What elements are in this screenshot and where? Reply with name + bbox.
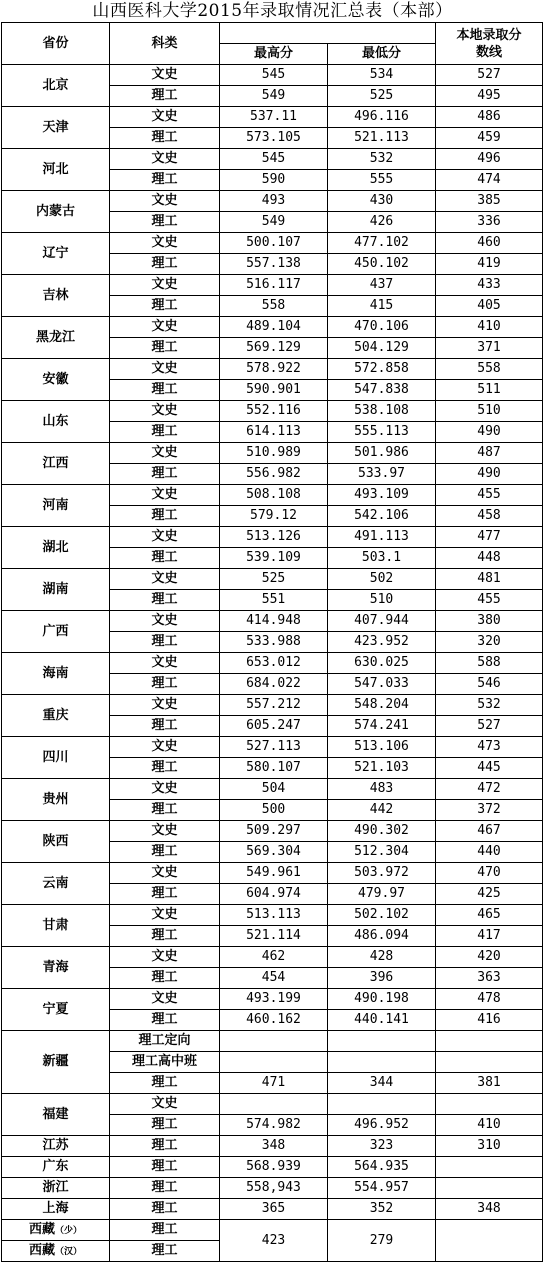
subject-cell: 理工 xyxy=(110,1220,220,1241)
line-score-cell: 420 xyxy=(436,947,543,968)
min-score-cell: 547.033 xyxy=(328,674,436,695)
subject-cell: 文史 xyxy=(110,317,220,338)
min-score-cell: 496.116 xyxy=(328,107,436,128)
subject-cell: 理工 xyxy=(110,884,220,905)
table-row xyxy=(2,317,543,338)
province-name: 内蒙古 xyxy=(2,191,110,233)
line-score-cell: 372 xyxy=(436,800,543,821)
subject-cell: 理工 xyxy=(110,1073,220,1094)
line-score-cell: 440 xyxy=(436,842,543,863)
table-row xyxy=(2,695,543,716)
min-score-cell xyxy=(328,1052,436,1073)
subject-cell: 文史 xyxy=(110,149,220,170)
max-score-cell: 537.11 xyxy=(220,107,328,128)
line-score-cell: 348 xyxy=(436,1199,543,1220)
subject-cell: 理工 xyxy=(110,1136,220,1157)
min-score-cell: 501.986 xyxy=(328,443,436,464)
province-name: 福建 xyxy=(2,1094,110,1136)
province-name: 陕西 xyxy=(2,821,110,863)
min-score-cell: 490.198 xyxy=(328,989,436,1010)
line-score-cell: 460 xyxy=(436,233,543,254)
line-score-cell: 546 xyxy=(436,674,543,695)
subject-cell: 理工 xyxy=(110,506,220,527)
max-score-cell: 489.104 xyxy=(220,317,328,338)
province-name: 河南 xyxy=(2,485,110,527)
max-score-cell: 551 xyxy=(220,590,328,611)
table-row xyxy=(2,863,543,884)
min-score-cell: 496.952 xyxy=(328,1115,436,1136)
subject-cell: 文史 xyxy=(110,905,220,926)
province-name: 甘肃 xyxy=(2,905,110,947)
province-name: 黑龙江 xyxy=(2,317,110,359)
subject-cell: 理工 xyxy=(110,170,220,191)
table-row xyxy=(2,905,543,926)
min-score-cell: 491.113 xyxy=(328,527,436,548)
max-score-cell xyxy=(220,1031,328,1052)
subject-cell: 理工 xyxy=(110,1199,220,1220)
max-score-cell: 545 xyxy=(220,149,328,170)
subject-cell: 文史 xyxy=(110,863,220,884)
line-score-cell: 473 xyxy=(436,737,543,758)
subject-cell: 理工 xyxy=(110,926,220,947)
max-score-cell: 590 xyxy=(220,170,328,191)
min-score-cell: 450.102 xyxy=(328,254,436,275)
min-score-cell: 555 xyxy=(328,170,436,191)
max-score-cell: 552.116 xyxy=(220,401,328,422)
subject-cell: 理工 xyxy=(110,590,220,611)
subject-cell: 理工 xyxy=(110,464,220,485)
line-score-cell: 445 xyxy=(436,758,543,779)
subject-cell: 理工 xyxy=(110,1157,220,1178)
province-name: 江苏 xyxy=(2,1136,110,1157)
line-score-cell xyxy=(436,1220,543,1262)
subject-cell: 文史 xyxy=(110,653,220,674)
province-name: 河北 xyxy=(2,149,110,191)
subject-cell: 理工 xyxy=(110,674,220,695)
line-score-cell: 496 xyxy=(436,149,543,170)
table-row xyxy=(2,23,543,44)
line-score-cell: 455 xyxy=(436,485,543,506)
province-note: （少） xyxy=(55,1225,83,1236)
min-score-cell: 521.103 xyxy=(328,758,436,779)
line-score-cell: 495 xyxy=(436,86,543,107)
line-score-cell: 558 xyxy=(436,359,543,380)
min-score-cell: 415 xyxy=(328,296,436,317)
province-name: 新疆 xyxy=(2,1031,110,1094)
subject-cell: 理工 xyxy=(110,254,220,275)
line-score-cell: 490 xyxy=(436,422,543,443)
max-score-cell: 556.982 xyxy=(220,464,328,485)
province-name: 重庆 xyxy=(2,695,110,737)
province-name xyxy=(2,1241,110,1262)
min-score-cell: 532 xyxy=(328,149,436,170)
min-score-cell: 477.102 xyxy=(328,233,436,254)
subject-cell: 理工 xyxy=(110,128,220,149)
subject-cell: 理工定向 xyxy=(110,1031,220,1052)
max-score-cell: 510.989 xyxy=(220,443,328,464)
min-score-cell: 344 xyxy=(328,1073,436,1094)
table-row xyxy=(2,401,543,422)
line-score-cell: 419 xyxy=(436,254,543,275)
max-score-cell: 508.108 xyxy=(220,485,328,506)
line-score-cell xyxy=(436,1157,543,1178)
min-score-cell: 538.108 xyxy=(328,401,436,422)
line-score-cell: 588 xyxy=(436,653,543,674)
subject-cell: 文史 xyxy=(110,443,220,464)
min-score-cell: 483 xyxy=(328,779,436,800)
min-score-cell xyxy=(328,1094,436,1115)
province-name: 天津 xyxy=(2,107,110,149)
min-score-cell: 521.113 xyxy=(328,128,436,149)
max-score-cell: 525 xyxy=(220,569,328,590)
table-row xyxy=(2,1094,543,1115)
line-score-cell: 425 xyxy=(436,884,543,905)
table-row xyxy=(2,443,543,464)
province-name: 广东 xyxy=(2,1157,110,1178)
min-score-cell: 490.302 xyxy=(328,821,436,842)
subject-cell: 理工 xyxy=(110,1178,220,1199)
max-score-cell: 549.961 xyxy=(220,863,328,884)
line-score-cell: 405 xyxy=(436,296,543,317)
max-score-cell: 557.212 xyxy=(220,695,328,716)
table-row xyxy=(2,989,543,1010)
line-score-cell xyxy=(436,1031,543,1052)
min-score-cell: 512.304 xyxy=(328,842,436,863)
table-row xyxy=(2,65,543,86)
line-score-cell: 478 xyxy=(436,989,543,1010)
line-score-cell: 477 xyxy=(436,527,543,548)
max-score-cell: 545 xyxy=(220,65,328,86)
max-score-cell: 500 xyxy=(220,800,328,821)
table-row xyxy=(2,1199,543,1220)
table-row xyxy=(2,275,543,296)
min-score-cell: 554.957 xyxy=(328,1178,436,1199)
line-score-cell: 336 xyxy=(436,212,543,233)
min-score-cell: 564.935 xyxy=(328,1157,436,1178)
header-province: 省份 xyxy=(2,23,110,65)
line-score-cell: 458 xyxy=(436,506,543,527)
table-row xyxy=(2,947,543,968)
min-score-cell: 352 xyxy=(328,1199,436,1220)
line-score-cell: 467 xyxy=(436,821,543,842)
line-score-cell: 410 xyxy=(436,317,543,338)
province-name: 四川 xyxy=(2,737,110,779)
subject-cell: 理工 xyxy=(110,968,220,989)
subject-cell: 文史 xyxy=(110,569,220,590)
subject-cell: 文史 xyxy=(110,695,220,716)
line-score-cell: 363 xyxy=(436,968,543,989)
max-score-cell: 578.922 xyxy=(220,359,328,380)
min-score-cell: 534 xyxy=(328,65,436,86)
subject-cell: 理工 xyxy=(110,548,220,569)
max-score-cell: 513.126 xyxy=(220,527,328,548)
min-score-cell: 555.113 xyxy=(328,422,436,443)
line-score-cell: 320 xyxy=(436,632,543,653)
subject-cell: 文史 xyxy=(110,611,220,632)
line-score-cell xyxy=(436,1178,543,1199)
min-score-cell: 630.025 xyxy=(328,653,436,674)
province-name: 上海 xyxy=(2,1199,110,1220)
subject-cell: 理工 xyxy=(110,1241,220,1262)
province-name: 山东 xyxy=(2,401,110,443)
min-score-cell: 423.952 xyxy=(328,632,436,653)
line-score-cell: 472 xyxy=(436,779,543,800)
min-score-cell: 323 xyxy=(328,1136,436,1157)
province-name-text: 西藏 xyxy=(28,1242,55,1258)
min-score-cell: 542.106 xyxy=(328,506,436,527)
subject-cell: 理工高中班 xyxy=(110,1052,220,1073)
header-blank xyxy=(220,23,436,44)
subject-cell: 文史 xyxy=(110,485,220,506)
table-row xyxy=(2,1136,543,1157)
line-score-cell: 465 xyxy=(436,905,543,926)
table-row xyxy=(2,611,543,632)
line-score-cell: 490 xyxy=(436,464,543,485)
subject-cell: 文史 xyxy=(110,401,220,422)
max-score-cell: 568.939 xyxy=(220,1157,328,1178)
province-name: 北京 xyxy=(2,65,110,107)
min-score-cell xyxy=(328,1031,436,1052)
min-score-cell: 548.204 xyxy=(328,695,436,716)
max-score-cell: 580.107 xyxy=(220,758,328,779)
table-row xyxy=(2,821,543,842)
max-score-cell: 604.974 xyxy=(220,884,328,905)
province-name: 云南 xyxy=(2,863,110,905)
province-name: 辽宁 xyxy=(2,233,110,275)
min-score-cell: 430 xyxy=(328,191,436,212)
max-score-cell: 493.199 xyxy=(220,989,328,1010)
province-name: 贵州 xyxy=(2,779,110,821)
min-score-cell: 574.241 xyxy=(328,716,436,737)
min-score-cell: 503.972 xyxy=(328,863,436,884)
line-score-cell xyxy=(436,1094,543,1115)
min-score-cell: 572.858 xyxy=(328,359,436,380)
table-row xyxy=(2,1031,543,1052)
min-score-cell: 442 xyxy=(328,800,436,821)
table-row xyxy=(2,737,543,758)
subject-cell: 文史 xyxy=(110,359,220,380)
max-score-cell: 558,943 xyxy=(220,1178,328,1199)
subject-cell: 理工 xyxy=(110,338,220,359)
province-name: 安徽 xyxy=(2,359,110,401)
table-row xyxy=(2,233,543,254)
max-score-cell: 493 xyxy=(220,191,328,212)
subject-cell: 理工 xyxy=(110,86,220,107)
max-score-cell xyxy=(220,1094,328,1115)
province-name: 广西 xyxy=(2,611,110,653)
line-score-cell: 487 xyxy=(436,443,543,464)
min-score-cell: 493.109 xyxy=(328,485,436,506)
province-name: 浙江 xyxy=(2,1178,110,1199)
province-name: 海南 xyxy=(2,653,110,695)
line-score-cell: 455 xyxy=(436,590,543,611)
subject-cell: 文史 xyxy=(110,989,220,1010)
line-score-cell: 511 xyxy=(436,380,543,401)
subject-cell: 理工 xyxy=(110,296,220,317)
line-score-cell: 371 xyxy=(436,338,543,359)
min-score-cell: 428 xyxy=(328,947,436,968)
line-score-cell: 470 xyxy=(436,863,543,884)
header-max: 最高分 xyxy=(220,44,328,65)
max-score-cell: 557.138 xyxy=(220,254,328,275)
max-score-cell: 614.113 xyxy=(220,422,328,443)
max-score-cell: 569.129 xyxy=(220,338,328,359)
min-score-cell: 502.102 xyxy=(328,905,436,926)
subject-cell: 理工 xyxy=(110,800,220,821)
subject-cell: 文史 xyxy=(110,737,220,758)
line-score-cell: 381 xyxy=(436,1073,543,1094)
max-score-cell: 471 xyxy=(220,1073,328,1094)
max-score-cell xyxy=(220,1052,328,1073)
min-score-cell: 407.944 xyxy=(328,611,436,632)
min-score-cell: 470.106 xyxy=(328,317,436,338)
max-score-cell: 348 xyxy=(220,1136,328,1157)
max-score-cell: 605.247 xyxy=(220,716,328,737)
subject-cell: 理工 xyxy=(110,422,220,443)
province-name: 江西 xyxy=(2,443,110,485)
min-score-cell: 513.106 xyxy=(328,737,436,758)
subject-cell: 理工 xyxy=(110,758,220,779)
table-row xyxy=(2,779,543,800)
province-name: 青海 xyxy=(2,947,110,989)
max-score-cell: 574.982 xyxy=(220,1115,328,1136)
table-row xyxy=(2,1178,543,1199)
line-score-cell: 532 xyxy=(436,695,543,716)
table-row xyxy=(2,149,543,170)
subject-cell: 文史 xyxy=(110,191,220,212)
min-score-cell: 547.838 xyxy=(328,380,436,401)
table-row xyxy=(2,485,543,506)
subject-cell: 理工 xyxy=(110,632,220,653)
subject-cell: 理工 xyxy=(110,1115,220,1136)
province-name xyxy=(2,1220,110,1241)
admission-table xyxy=(1,22,543,1262)
line-score-cell: 433 xyxy=(436,275,543,296)
line-score-cell: 527 xyxy=(436,716,543,737)
province-name: 湖南 xyxy=(2,569,110,611)
max-score-cell: 533.988 xyxy=(220,632,328,653)
line-score-cell: 417 xyxy=(436,926,543,947)
table-row xyxy=(2,1220,543,1241)
min-score-cell: 437 xyxy=(328,275,436,296)
max-score-cell: 460.162 xyxy=(220,1010,328,1031)
subject-cell: 理工 xyxy=(110,212,220,233)
line-score-cell: 410 xyxy=(436,1115,543,1136)
subject-cell: 理工 xyxy=(110,1010,220,1031)
subject-cell: 文史 xyxy=(110,1094,220,1115)
subject-cell: 文史 xyxy=(110,947,220,968)
line-score-cell: 385 xyxy=(436,191,543,212)
max-score-cell: 462 xyxy=(220,947,328,968)
min-score-cell: 426 xyxy=(328,212,436,233)
line-score-cell: 486 xyxy=(436,107,543,128)
table-row xyxy=(2,527,543,548)
max-score-cell: 365 xyxy=(220,1199,328,1220)
table-row xyxy=(2,1157,543,1178)
max-score-cell: 653.012 xyxy=(220,653,328,674)
table-row xyxy=(2,653,543,674)
min-score-cell: 502 xyxy=(328,569,436,590)
min-score-cell: 486.094 xyxy=(328,926,436,947)
max-score-cell: 539.109 xyxy=(220,548,328,569)
min-score-cell: 279 xyxy=(328,1220,436,1262)
subject-cell: 文史 xyxy=(110,233,220,254)
line-score-cell: 474 xyxy=(436,170,543,191)
line-score-cell: 380 xyxy=(436,611,543,632)
province-name-text: 西藏 xyxy=(28,1221,55,1237)
line-score-cell: 459 xyxy=(436,128,543,149)
min-score-cell: 525 xyxy=(328,86,436,107)
province-name: 吉林 xyxy=(2,275,110,317)
header-min: 最低分 xyxy=(328,44,436,65)
max-score-cell: 569.304 xyxy=(220,842,328,863)
subject-cell: 理工 xyxy=(110,716,220,737)
max-score-cell: 684.022 xyxy=(220,674,328,695)
max-score-cell: 509.297 xyxy=(220,821,328,842)
province-note: （汉） xyxy=(55,1246,83,1257)
max-score-cell: 500.107 xyxy=(220,233,328,254)
max-score-cell: 579.12 xyxy=(220,506,328,527)
line-score-cell xyxy=(436,1052,543,1073)
subject-cell: 文史 xyxy=(110,527,220,548)
max-score-cell: 590.901 xyxy=(220,380,328,401)
province-name: 宁夏 xyxy=(2,989,110,1031)
sheet-title: 山西医科大学2015年录取情况汇总表（本部） xyxy=(92,1,453,21)
min-score-cell: 396 xyxy=(328,968,436,989)
max-score-cell: 521.114 xyxy=(220,926,328,947)
max-score-cell: 516.117 xyxy=(220,275,328,296)
min-score-cell: 510 xyxy=(328,590,436,611)
header-subject: 科类 xyxy=(110,23,220,65)
max-score-cell: 423 xyxy=(220,1220,328,1262)
subject-cell: 理工 xyxy=(110,380,220,401)
subject-cell: 文史 xyxy=(110,107,220,128)
max-score-cell: 558 xyxy=(220,296,328,317)
line-score-cell: 510 xyxy=(436,401,543,422)
line-score-cell: 527 xyxy=(436,65,543,86)
line-score-cell: 310 xyxy=(436,1136,543,1157)
min-score-cell: 533.97 xyxy=(328,464,436,485)
max-score-cell: 573.105 xyxy=(220,128,328,149)
max-score-cell: 454 xyxy=(220,968,328,989)
subject-cell: 文史 xyxy=(110,821,220,842)
subject-cell: 文史 xyxy=(110,65,220,86)
min-score-cell: 503.1 xyxy=(328,548,436,569)
min-score-cell: 504.129 xyxy=(328,338,436,359)
subject-cell: 文史 xyxy=(110,779,220,800)
table-row xyxy=(2,191,543,212)
line-score-cell: 416 xyxy=(436,1010,543,1031)
line-score-cell: 448 xyxy=(436,548,543,569)
min-score-cell: 440.141 xyxy=(328,1010,436,1031)
max-score-cell: 513.113 xyxy=(220,905,328,926)
province-name: 湖北 xyxy=(2,527,110,569)
min-score-cell: 479.97 xyxy=(328,884,436,905)
table-row xyxy=(2,107,543,128)
header-line: 本地录取分数线 xyxy=(436,23,543,65)
table-row xyxy=(2,359,543,380)
line-score-cell: 481 xyxy=(436,569,543,590)
max-score-cell: 549 xyxy=(220,212,328,233)
subject-cell: 理工 xyxy=(110,842,220,863)
table-row xyxy=(2,569,543,590)
max-score-cell: 549 xyxy=(220,86,328,107)
max-score-cell: 504 xyxy=(220,779,328,800)
max-score-cell: 527.113 xyxy=(220,737,328,758)
subject-cell: 文史 xyxy=(110,275,220,296)
max-score-cell: 414.948 xyxy=(220,611,328,632)
